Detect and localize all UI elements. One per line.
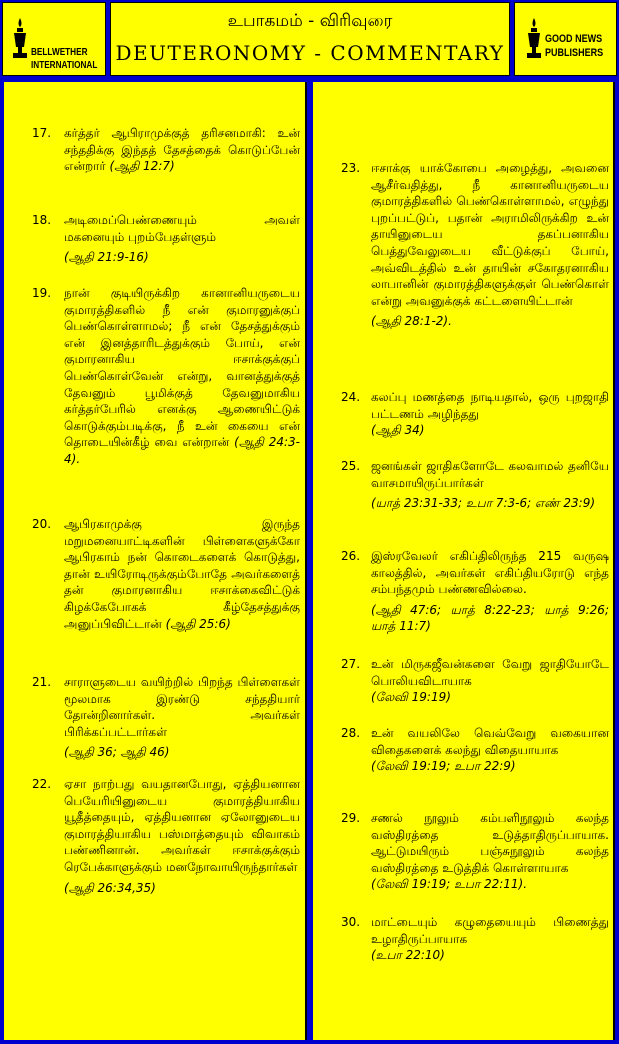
entry-reference: (லேவி 19:19; உபா 22:9) [371,759,516,774]
verse-entry-21 [32,674,300,761]
entry-number: 27. [341,657,361,671]
entry-text: உன் வயலிலே வெவ்வேறு வகையான விதைகளைக் கலந்து விதையாயாக [371,726,609,757]
entry-reference: (உபா 22:10) [371,948,445,963]
good-news-logo [514,2,617,76]
entry-number: 19. [32,286,52,300]
entry-reference: (ஆதி 47:6; யாத் 8:22-23; யாத் 9:26; யாத் 11:7) [371,602,609,634]
entry-text: கர்த்தர் ஆபிராமுக்குத் தரிசனமாகி: உன் சந்ததிக்கு இந்தத் தேசத்தைக் கொடுப்பேன் என்றார் (ஆதி 12:7) [64,126,300,174]
verse-entry-25 [341,458,609,512]
verse-entry-30 [341,914,609,964]
verse-entry-23 [341,160,609,330]
page-header [110,2,510,76]
bellwether-logo [2,2,106,76]
lamp-icon [525,17,543,61]
entry-number: 17. [32,126,52,140]
entry-reference: (லேவி 19:19) [371,690,451,705]
title-english: DEUTERONOMY - COMMENTARY [115,41,505,65]
verse-entry-24 [341,389,609,439]
entry-reference: (ஆதி 34) [371,423,425,438]
entry-text: மாட்டையும் கழுதையையும் பிணைத்து உழாதிருப்பாயாக [371,915,609,946]
entry-reference: (லேவி 19:19; உபா 22:11). [371,877,528,892]
entry-text: ஈசாக்கு யாக்கோபை அழைத்து, அவனை ஆசீர்வதித்து, நீ கானானியருடைய குமாரத்திகளில் பெண்கொள்ளாமல், எழுந்து புறப்பட்டுப், பதான் அராமிலிருக்கிற உன் தாயினுடைய தகப்பனாகிய பெத்துவேலுடைய வீட்டுக்குப் போய், அவ்விடத்தில் உன் தாயின் சகோதரனாகிய லாபானின் குமாரத்திகளுக்குள் பெண்கொள் என்று அவனுக்குக் கட்டளையிட்டான் [371,161,609,308]
entry-number: 22. [32,777,52,791]
entry-text: ஏசா நாற்பது வயதானபோது, ஏத்தியனான பெயேரியினுடைய குமாரத்தியாகிய யூதீத்தையும், ஏத்தியனான ஏலோனுடைய குமாரத்தியாகிய பஸ்மாத்தையும் விவாகம் பண்ணினான். அவர்கள் ஈசாக்குக்கும் ரெபேக்காளுக்கும் மனநோவாயிருந்தார்கள் [64,777,300,874]
entry-text: கலப்பு மணத்தை நாடியதால், ஒரு புறஜாதி பட்டணம் அழிந்தது [371,390,609,421]
verse-entry-27 [341,656,609,706]
entry-number: 20. [32,517,52,531]
entry-text: இஸ்ரவேலர் எகிப்திலிருந்த 215 வருஷ காலத்தில், அவர்கள் எகிப்தியரோடு எந்த சம்பந்தமும் பண்ணவில்லை. [371,549,609,597]
entry-text: அடிமைப்பெண்ணையும் அவள் மகனையும் புறம்பேதள்ளும் [64,213,300,244]
verse-entry-29 [341,810,609,893]
entry-number: 24. [341,390,361,404]
verse-entry-17 [32,125,300,175]
entry-text: உன் மிருகஜீவன்களை வேறு ஜாதியோடே பொலியவிடாயாக [371,657,609,688]
bellwether-logo-line2: INTERNATIONAL [31,60,98,71]
good-news-logo-line2: PUBLISHERS [545,47,604,59]
entry-reference: (யாத் 23:31-33; உபா 7:3-6; எண் 23:9) [371,496,596,511]
lamp-icon [11,17,29,61]
title-tamil: உபாகமம் - விரிவுரை [227,11,393,31]
verse-entry-18 [32,212,300,266]
verse-entry-19 [32,285,300,468]
entry-text: ஜனங்கள் ஜாதிகளோடே கலவாமல் தனியே வாசமாயிருப்பார்கள் [371,459,609,490]
entry-number: 21. [32,675,52,689]
entry-number: 26. [341,549,361,563]
verse-entry-22 [32,776,300,896]
entry-reference: (ஆதி 36; ஆதி 46) [64,745,170,760]
entry-text: நான் குடியிருக்கிற கானானியருடைய குமாரத்திகளில் நீ என் குமாரனுக்குப் பெண்கொள்ளாமல்; நீ என் தேசத்துக்கும் என் இனத்தாரிடத்துக்கும் போய், என் குமாரனாகிய ஈசாக்குக்குப் பெண்கொள்வேன் என்று, வானத்துக்குத் தேவனும் பூமிக்குத் தேவனுமாகிய கர்த்தர்பேரில் எனக்கு ஆணையிட்டுக் கொடுக்கும்படிக்கு, நீ உன் கையை என் தொடையின்கீழ் வை என்றான் (ஆதி 24:3-4). [64,286,300,466]
entry-number: 29. [341,811,361,825]
entry-reference: (ஆதி 28:1-2). [371,314,452,329]
entry-number: 28. [341,726,361,740]
entry-number: 18. [32,213,52,227]
entry-number: 25. [341,459,361,473]
verse-entry-26 [341,548,609,635]
entry-number: 23. [341,161,361,175]
verse-entry-28 [341,725,609,775]
entry-text: சாராளுடைய வயிற்றில் பிறந்த பிள்ளைகள் மூலமாக இரண்டு சந்ததியார் தோன்றினார்கள். அவர்கள் பிரிக்கப்பட்டார்கள் [64,675,300,739]
verse-entry-20 [32,516,300,632]
entry-reference: (ஆதி 26:34,35) [64,880,156,895]
entry-reference: (ஆதி 21:9-16) [64,250,149,265]
entry-text: ஆபிரகாமுக்கு இருந்த மறுமனையாட்டிகளின் பிள்ளைகளுக்கோ ஆபிரகாம் நன் கொடைகளைக் கொடுத்து, தான் உயிரோடிருக்கும்போதே அவர்களைத் தன் குமாரனாகிய ஈசாக்கைவிட்டுக் கிழக்கேபோகக் கீழ்தேசத்துக்கு அனுப்பிவிட்டான் (ஆதி 25:6) [64,517,300,631]
bellwether-logo-line1: BELLWETHER [31,47,88,58]
good-news-logo-line1: GOOD NEWS [545,33,603,45]
entry-number: 30. [341,915,361,929]
entry-text: சணல் நூலும் கம்பளிநூலும் கலந்த வஸ்திரத்தை உடுத்தாதிருப்பாயாக. ஆட்டுமயிரும் பஞ்சுநூலும் கலந்த வஸ்திரத்தை உடுத்திக் கொள்ளாயாக [371,811,609,875]
